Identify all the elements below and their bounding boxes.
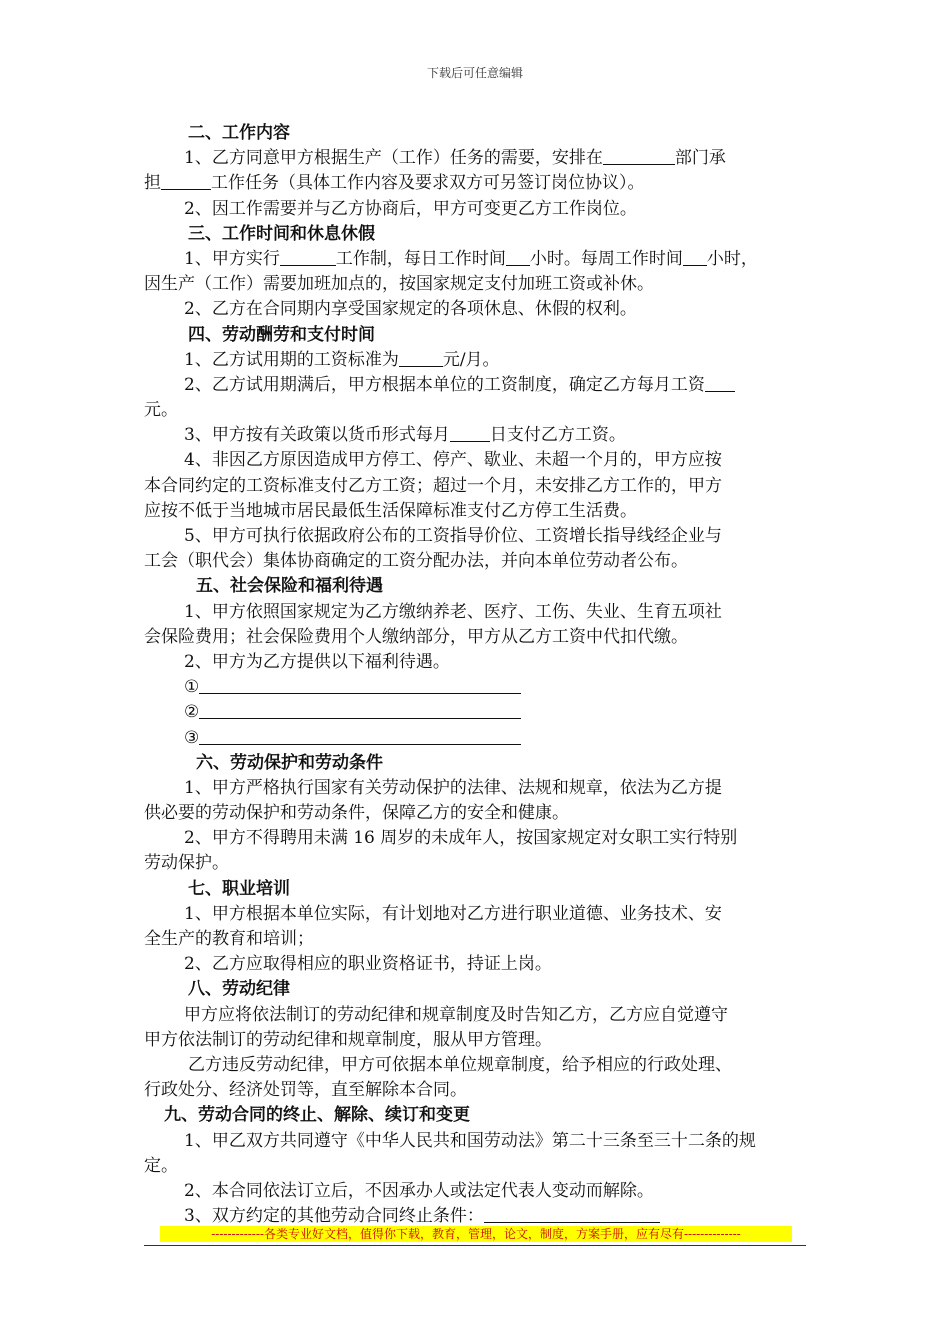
section-title-insurance: 五、社会保险和福利待遇: [196, 576, 383, 597]
text: 1、乙方同意甲方根据生产（工作）任务的需要，安排在: [184, 148, 603, 169]
paragraph: 2、甲方不得聘用未满 16 周岁的未成年人，按国家规定对女职工实行特别: [184, 828, 738, 849]
section-title-work-hours: 三、工作时间和休息休假: [188, 223, 375, 244]
blank-field[interactable]: [280, 247, 336, 266]
section-title-labor-protection: 六、劳动保护和劳动条件: [196, 752, 383, 773]
text: 小时，: [706, 248, 758, 269]
blank-field[interactable]: [603, 146, 675, 165]
item-marker: ②: [184, 702, 200, 723]
paragraph: 2、乙方应取得相应的职业资格证书，持证上岗。: [184, 954, 552, 975]
paragraph: [144, 146, 808, 171]
paragraph: 乙方违反劳动纪律，甲方可依据本单位规章制度，给予相应的行政处理、: [188, 1054, 732, 1075]
text: 3、双方约定的其他劳动合同终止条件：: [184, 1206, 484, 1227]
paragraph: 1、甲方严格执行国家有关劳动保护的法律、法规和规章，依法为乙方提: [184, 777, 722, 798]
blank-field[interactable]: [199, 726, 521, 745]
page-header-note: 下载后可任意编辑: [426, 66, 523, 80]
text: 工作任务（具体工作内容及要求双方可另签订岗位协议）。: [211, 173, 645, 194]
paragraph: 2、甲方为乙方提供以下福利待遇。: [184, 651, 450, 672]
paragraph: [144, 423, 808, 448]
text: 小时。每周工作时间: [529, 248, 683, 269]
blank-field[interactable]: [199, 700, 521, 719]
paragraph: [144, 373, 808, 398]
blank-field[interactable]: [683, 247, 707, 266]
paragraph: 应按不低于当地城市居民最低生活保障标准支付乙方停工生活费。: [144, 500, 637, 521]
paragraph: 会保险费用；社会保险费用个人缴纳部分，甲方从乙方工资中代扣代缴。: [144, 626, 688, 647]
text: 3、甲方按有关政策以货币形式每月: [184, 425, 450, 446]
paragraph: 4、非因乙方原因造成甲方停工、停产、歇业、未超一个月的，甲方应按: [184, 450, 722, 471]
paragraph: 1、甲乙双方共同遵守《中华人民共和国劳动法》第二十三条至三十二条的规: [184, 1130, 756, 1151]
contract-body: [144, 121, 808, 1229]
paragraph: 本合同约定的工资标准支付乙方工资；超过一个月，未安排乙方工作的，甲方: [144, 475, 722, 496]
text: 2、乙方试用期满后，甲方根据本单位的工资制度，确定乙方每月工资: [184, 374, 705, 395]
section-title-termination: 九、劳动合同的终止、解除、续订和变更: [164, 1105, 470, 1126]
section-title-work-content: 二、工作内容: [188, 123, 290, 143]
paragraph: 行政处分、经济处罚等，直至解除本合同。: [144, 1080, 467, 1101]
paragraph: 工会（职代会）集体协商确定的工资分配办法，并向本单位劳动者公布。: [144, 551, 688, 572]
blank-field[interactable]: [484, 1204, 660, 1223]
item-marker: ①: [184, 677, 200, 698]
list-item: [144, 700, 808, 725]
footer-divider: [144, 1245, 806, 1246]
paragraph: 1、甲方根据本单位实际，有计划地对乙方进行职业道德、业务技术、安: [184, 903, 722, 924]
paragraph: 甲方依法制订的劳动纪律和规章制度，服从甲方管理。: [144, 1029, 552, 1050]
paragraph: 2、乙方在合同期内享受国家规定的各项休息、休假的权利。: [184, 299, 637, 320]
list-item: [144, 726, 808, 751]
paragraph: 5、甲方可执行依据政府公布的工资指导价位、工资增长指导线经企业与: [184, 526, 722, 546]
footer-promo-text: -------------各类专业好文档，值得你下载，教育，管理，论文，制度，方案手册，应有尽有--------------: [160, 1226, 792, 1242]
text: 日支付乙方工资。: [489, 425, 626, 446]
section-title-training: 七、职业培训: [188, 878, 290, 899]
blank-field[interactable]: [161, 171, 211, 190]
paragraph: 供必要的劳动保护和劳动条件，保障乙方的安全和健康。: [144, 803, 569, 824]
paragraph: 定。: [144, 1155, 178, 1176]
text: 元/月。: [442, 349, 500, 370]
paragraph: 因生产（工作）需要加班加点的，按国家规定支付加班工资或补休。: [144, 274, 654, 295]
item-marker: ③: [184, 727, 200, 748]
paragraph: 甲方应将依法制订的劳动纪律和规章制度及时告知乙方，乙方应自觉遵守: [184, 1004, 728, 1025]
text: 部门承: [674, 148, 726, 169]
paragraph: 2、本合同依法订立后，不因承办人或法定代表人变动而解除。: [184, 1180, 654, 1201]
paragraph: [144, 348, 808, 373]
paragraph: 全生产的教育和培训；: [144, 929, 314, 949]
paragraph: 1、甲方依照国家规定为乙方缴纳养老、医疗、工伤、失业、生育五项社: [184, 601, 722, 622]
paragraph: [144, 247, 808, 272]
blank-field[interactable]: [399, 348, 443, 367]
list-item: [144, 675, 808, 700]
blank-field[interactable]: [199, 675, 521, 694]
text: 担: [144, 173, 161, 194]
text: 工作制，每日工作时间: [335, 248, 506, 269]
paragraph: 劳动保护。: [144, 853, 229, 874]
blank-field[interactable]: [506, 247, 530, 266]
paragraph: 元。: [144, 400, 178, 421]
text: 1、甲方实行: [184, 248, 280, 269]
blank-field[interactable]: [450, 423, 490, 442]
text: 1、乙方试用期的工资标准为: [184, 349, 399, 370]
section-title-discipline: 八、劳动纪律: [188, 979, 290, 1000]
paragraph: [144, 171, 808, 196]
blank-field[interactable]: [705, 373, 735, 392]
section-title-pay: 四、劳动酬劳和支付时间: [188, 324, 375, 345]
paragraph: 2、因工作需要并与乙方协商后，甲方可变更乙方工作岗位。: [184, 198, 637, 219]
